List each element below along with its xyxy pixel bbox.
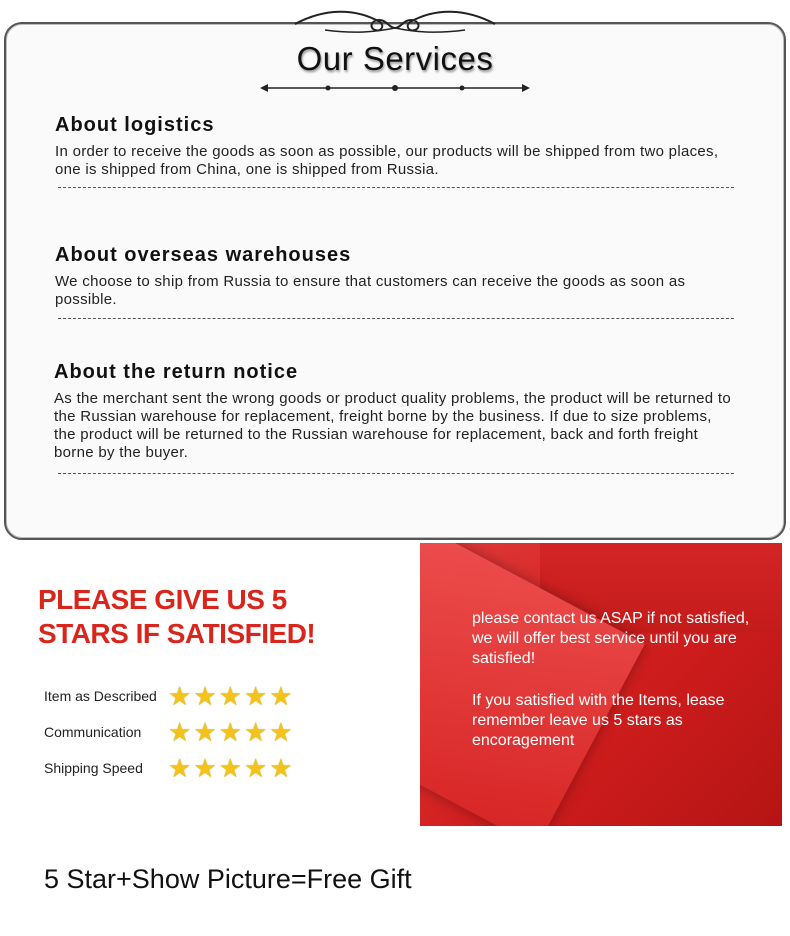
rating-stars xyxy=(168,719,293,745)
star-icon: ★ xyxy=(218,753,242,783)
star-icon: ★ xyxy=(218,717,242,747)
section-heading: About the return notice xyxy=(54,361,299,383)
rating-row xyxy=(44,754,293,782)
star-icon: ★ xyxy=(193,717,217,747)
rating-label: Item as Described xyxy=(44,688,157,704)
star-icon: ★ xyxy=(193,753,217,783)
ornament-top-icon xyxy=(285,4,505,38)
section-return-notice xyxy=(54,361,734,462)
star-icon: ★ xyxy=(269,753,293,783)
star-icon: ★ xyxy=(269,717,293,747)
divider xyxy=(58,318,734,319)
rating-stars xyxy=(168,755,293,781)
free-gift-text: 5 Star+Show Picture=Free Gift xyxy=(44,864,412,894)
rating-label: Communication xyxy=(44,724,142,740)
contact-message: please contact us ASAP if not satisfied, we will offer best service until you are satisfied! xyxy=(472,610,750,667)
rating-row xyxy=(44,718,293,746)
rating-row xyxy=(44,682,293,710)
rating-label: Shipping Speed xyxy=(44,760,143,776)
divider xyxy=(58,473,734,474)
promo-banner xyxy=(0,543,790,829)
star-icon: ★ xyxy=(168,717,192,747)
star-icon: ★ xyxy=(218,681,242,711)
section-heading: About logistics xyxy=(55,114,215,136)
star-icon: ★ xyxy=(243,753,268,783)
section-overseas-warehouses xyxy=(55,244,735,309)
star-icon: ★ xyxy=(193,681,217,711)
section-body: In order to receive the goods as soon as possible, our products will be shipped from two places, one is shipped from China, one is shipped from Russia. xyxy=(55,143,719,178)
star-icon: ★ xyxy=(243,717,268,747)
star-icon: ★ xyxy=(243,681,268,711)
section-body: As the merchant sent the wrong goods or product quality problems, the product will be returned to the Russian warehouse for replacement, freight borne by the business. If due to size problems, the product will be returned to the Russian warehouse for replacement, back and forth freight borne by the buyer. xyxy=(54,390,731,461)
star-icon: ★ xyxy=(269,681,293,711)
headline-line-2: STARS IF SATISFIED! xyxy=(38,618,316,649)
section-logistics xyxy=(55,114,735,179)
ornament-divider-icon xyxy=(260,80,530,96)
page-title: Our Services xyxy=(296,40,494,77)
headline-line-1: PLEASE GIVE US 5 xyxy=(38,584,287,615)
star-icon: ★ xyxy=(168,681,192,711)
section-body: We choose to ship from Russia to ensure that customers can receive the goods as soon as possible. xyxy=(55,273,686,308)
review-message: If you satisfied with the Items, lease remember leave us 5 stars as encoragement xyxy=(472,692,725,749)
promo-headline xyxy=(38,583,315,651)
section-heading: About overseas warehouses xyxy=(55,244,352,266)
red-gift-box xyxy=(420,543,782,826)
divider xyxy=(58,187,734,188)
star-icon: ★ xyxy=(168,753,192,783)
rating-stars xyxy=(168,683,293,709)
